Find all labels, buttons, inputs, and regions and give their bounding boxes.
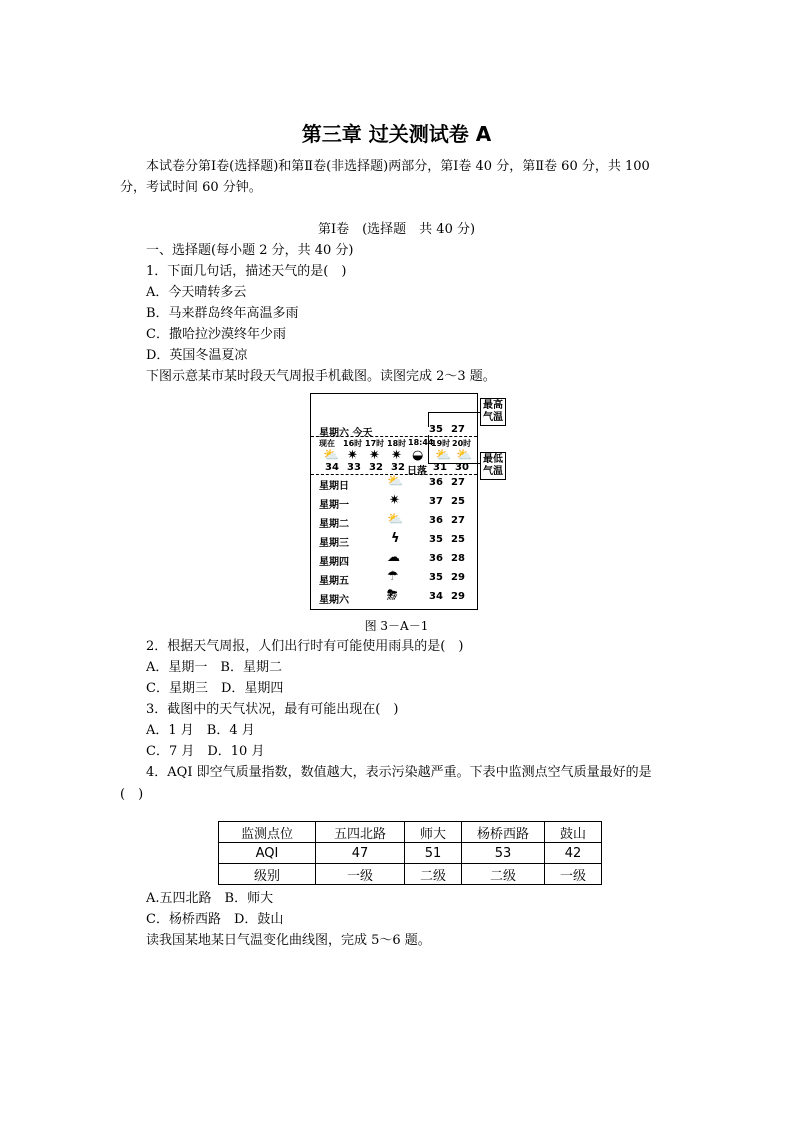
sun-icon: ✷ xyxy=(347,448,358,463)
sun-icon: ✷ xyxy=(389,493,400,508)
question-3-options-cd: C．7 月 D．10 月 xyxy=(146,744,265,759)
weather-header-day: 星期六 今天 xyxy=(319,428,373,439)
thunderstorm-icon: ⛈ xyxy=(387,588,398,603)
day-low: 25 xyxy=(451,496,465,507)
sun-icon: ✷ xyxy=(369,448,380,463)
day-name: 星期一 xyxy=(319,500,349,511)
question-2-options-ab: A．星期一 B．星期二 xyxy=(146,660,282,675)
question-4-stem: 4．AQI 即空气质量指数，数值越大，表示污染越严重。下表中监测点空气质量最好的是 xyxy=(146,765,652,780)
hour-label: 16时 xyxy=(343,439,363,448)
table-cell: 42 xyxy=(545,843,602,864)
table-cell: 51 xyxy=(405,843,462,864)
day-high: 36 xyxy=(429,477,443,488)
question-3-stem: 3．截图中的天气状况，最有可能出现在( ) xyxy=(146,702,399,717)
table-cell: 监测点位 xyxy=(219,822,316,843)
day-low: 27 xyxy=(451,515,465,526)
table-row xyxy=(219,822,602,843)
hour-temp: 32 xyxy=(369,462,383,473)
table-cell: AQI xyxy=(219,843,316,864)
cloudy-sun-icon: ⛅ xyxy=(435,448,452,463)
low-temp-callout: 最低 气温 xyxy=(480,452,506,480)
table-cell: 47 xyxy=(316,843,405,864)
table-cell: 级别 xyxy=(219,864,316,885)
day-high: 34 xyxy=(429,591,443,602)
section-header: 第Ⅰ卷 (选择题 共 40 分) xyxy=(317,222,476,237)
figure-caption: 图 3－A－1 xyxy=(364,619,429,633)
hour-label: 17时 xyxy=(365,439,385,448)
hour-label: 20时 xyxy=(452,439,472,448)
day-high: 35 xyxy=(429,572,443,583)
low-callout-connector xyxy=(428,435,481,464)
hour-temp: 33 xyxy=(347,462,361,473)
weather-header-high: 35 xyxy=(429,424,443,435)
hour-temp: 30 xyxy=(455,462,469,473)
table-cell: 二级 xyxy=(405,864,462,885)
question-3-options-ab: A．1 月 B．4 月 xyxy=(146,723,255,738)
sun-icon: ✷ xyxy=(391,448,402,463)
day-high: 37 xyxy=(429,496,443,507)
table-cell: 杨桥西路 xyxy=(462,822,545,843)
questions-5-6-intro: 读我国某地某日气温变化曲线图，完成 5～6 题。 xyxy=(146,933,431,948)
hour-temp: 日落 xyxy=(407,466,427,477)
day-high: 36 xyxy=(429,553,443,564)
question-2-options-cd: C．星期三 D．星期四 xyxy=(146,681,284,696)
hour-label: 19时 xyxy=(431,439,451,448)
day-name: 星期日 xyxy=(319,481,349,492)
question-2-stem: 2．根据天气周报，人们出行时有可能使用雨具的是( ) xyxy=(146,639,464,654)
day-name: 星期四 xyxy=(319,557,349,568)
question-1-option-c: C．撒哈拉沙漠终年少雨 xyxy=(146,327,286,342)
cloud-icon: ☁ xyxy=(387,550,400,565)
day-low: 27 xyxy=(451,477,465,488)
questions-2-3-intro: 下图示意某市某时段天气周报手机截图。读图完成 2～3 题。 xyxy=(146,369,496,384)
part-heading: 一、选择题(每小题 2 分，共 40 分) xyxy=(146,243,354,258)
page-title: 第三章 过关测试卷 A xyxy=(301,122,492,146)
day-low: 29 xyxy=(451,572,465,583)
cloudy-sun-icon: ⛅ xyxy=(387,512,404,527)
question-1-option-a: A．今天晴转多云 xyxy=(146,285,247,300)
intro-line-1: 本试卷分第Ⅰ卷(选择题)和第Ⅱ卷(非选择题)两部分，第Ⅰ卷 40 分，第Ⅱ卷 60 分，共 100 xyxy=(146,159,650,174)
aqi-table xyxy=(218,821,602,885)
cloudy-sun-icon: ⛅ xyxy=(323,448,340,463)
high-callout-connector xyxy=(428,412,481,427)
question-1-option-d: D．英国冬温夏凉 xyxy=(146,348,248,363)
table-row xyxy=(219,864,602,885)
question-1-option-b: B．马来群岛终年高温多雨 xyxy=(146,306,299,321)
high-temp-callout: 最高 气温 xyxy=(480,398,506,426)
table-cell: 鼓山 xyxy=(545,822,602,843)
lightning-icon: ϟ xyxy=(391,531,400,546)
table-cell: 五四北路 xyxy=(316,822,405,843)
table-cell: 一级 xyxy=(316,864,405,885)
day-low: 25 xyxy=(451,534,465,545)
day-name: 星期五 xyxy=(319,576,349,587)
table-cell: 53 xyxy=(462,843,545,864)
hour-label: 18:44 xyxy=(408,438,434,447)
hour-temp: 32 xyxy=(391,462,405,473)
question-4-options-cd: C．杨桥西路 D．鼓山 xyxy=(146,912,284,927)
hour-label: 现在 xyxy=(319,439,335,448)
table-cell: 师大 xyxy=(405,822,462,843)
hour-temp: 31 xyxy=(433,462,447,473)
table-cell: 二级 xyxy=(462,864,545,885)
table-row xyxy=(219,843,602,864)
day-name: 星期二 xyxy=(319,519,349,530)
intro-line-2: 分，考试时间 60 分钟。 xyxy=(120,180,262,195)
day-low: 28 xyxy=(451,553,465,564)
day-high: 36 xyxy=(429,515,443,526)
rain-cloud-icon: ☂ xyxy=(387,569,399,584)
question-1-stem: 1．下面几句话，描述天气的是( ) xyxy=(146,264,347,279)
sunset-icon: ◒ xyxy=(412,448,424,463)
weather-header-low: 27 xyxy=(451,424,465,435)
question-4-bracket: ( ) xyxy=(120,787,144,802)
question-4-options-ab: A.五四北路 B．师大 xyxy=(146,891,274,906)
cloudy-sun-icon: ⛅ xyxy=(456,448,473,463)
cloudy-sun-icon: ⛅ xyxy=(387,474,404,489)
day-name: 星期六 xyxy=(319,595,349,606)
hour-label: 18时 xyxy=(387,439,407,448)
hour-temp: 34 xyxy=(325,462,339,473)
day-low: 29 xyxy=(451,591,465,602)
table-cell: 一级 xyxy=(545,864,602,885)
day-name: 星期三 xyxy=(319,538,349,549)
day-high: 35 xyxy=(429,534,443,545)
